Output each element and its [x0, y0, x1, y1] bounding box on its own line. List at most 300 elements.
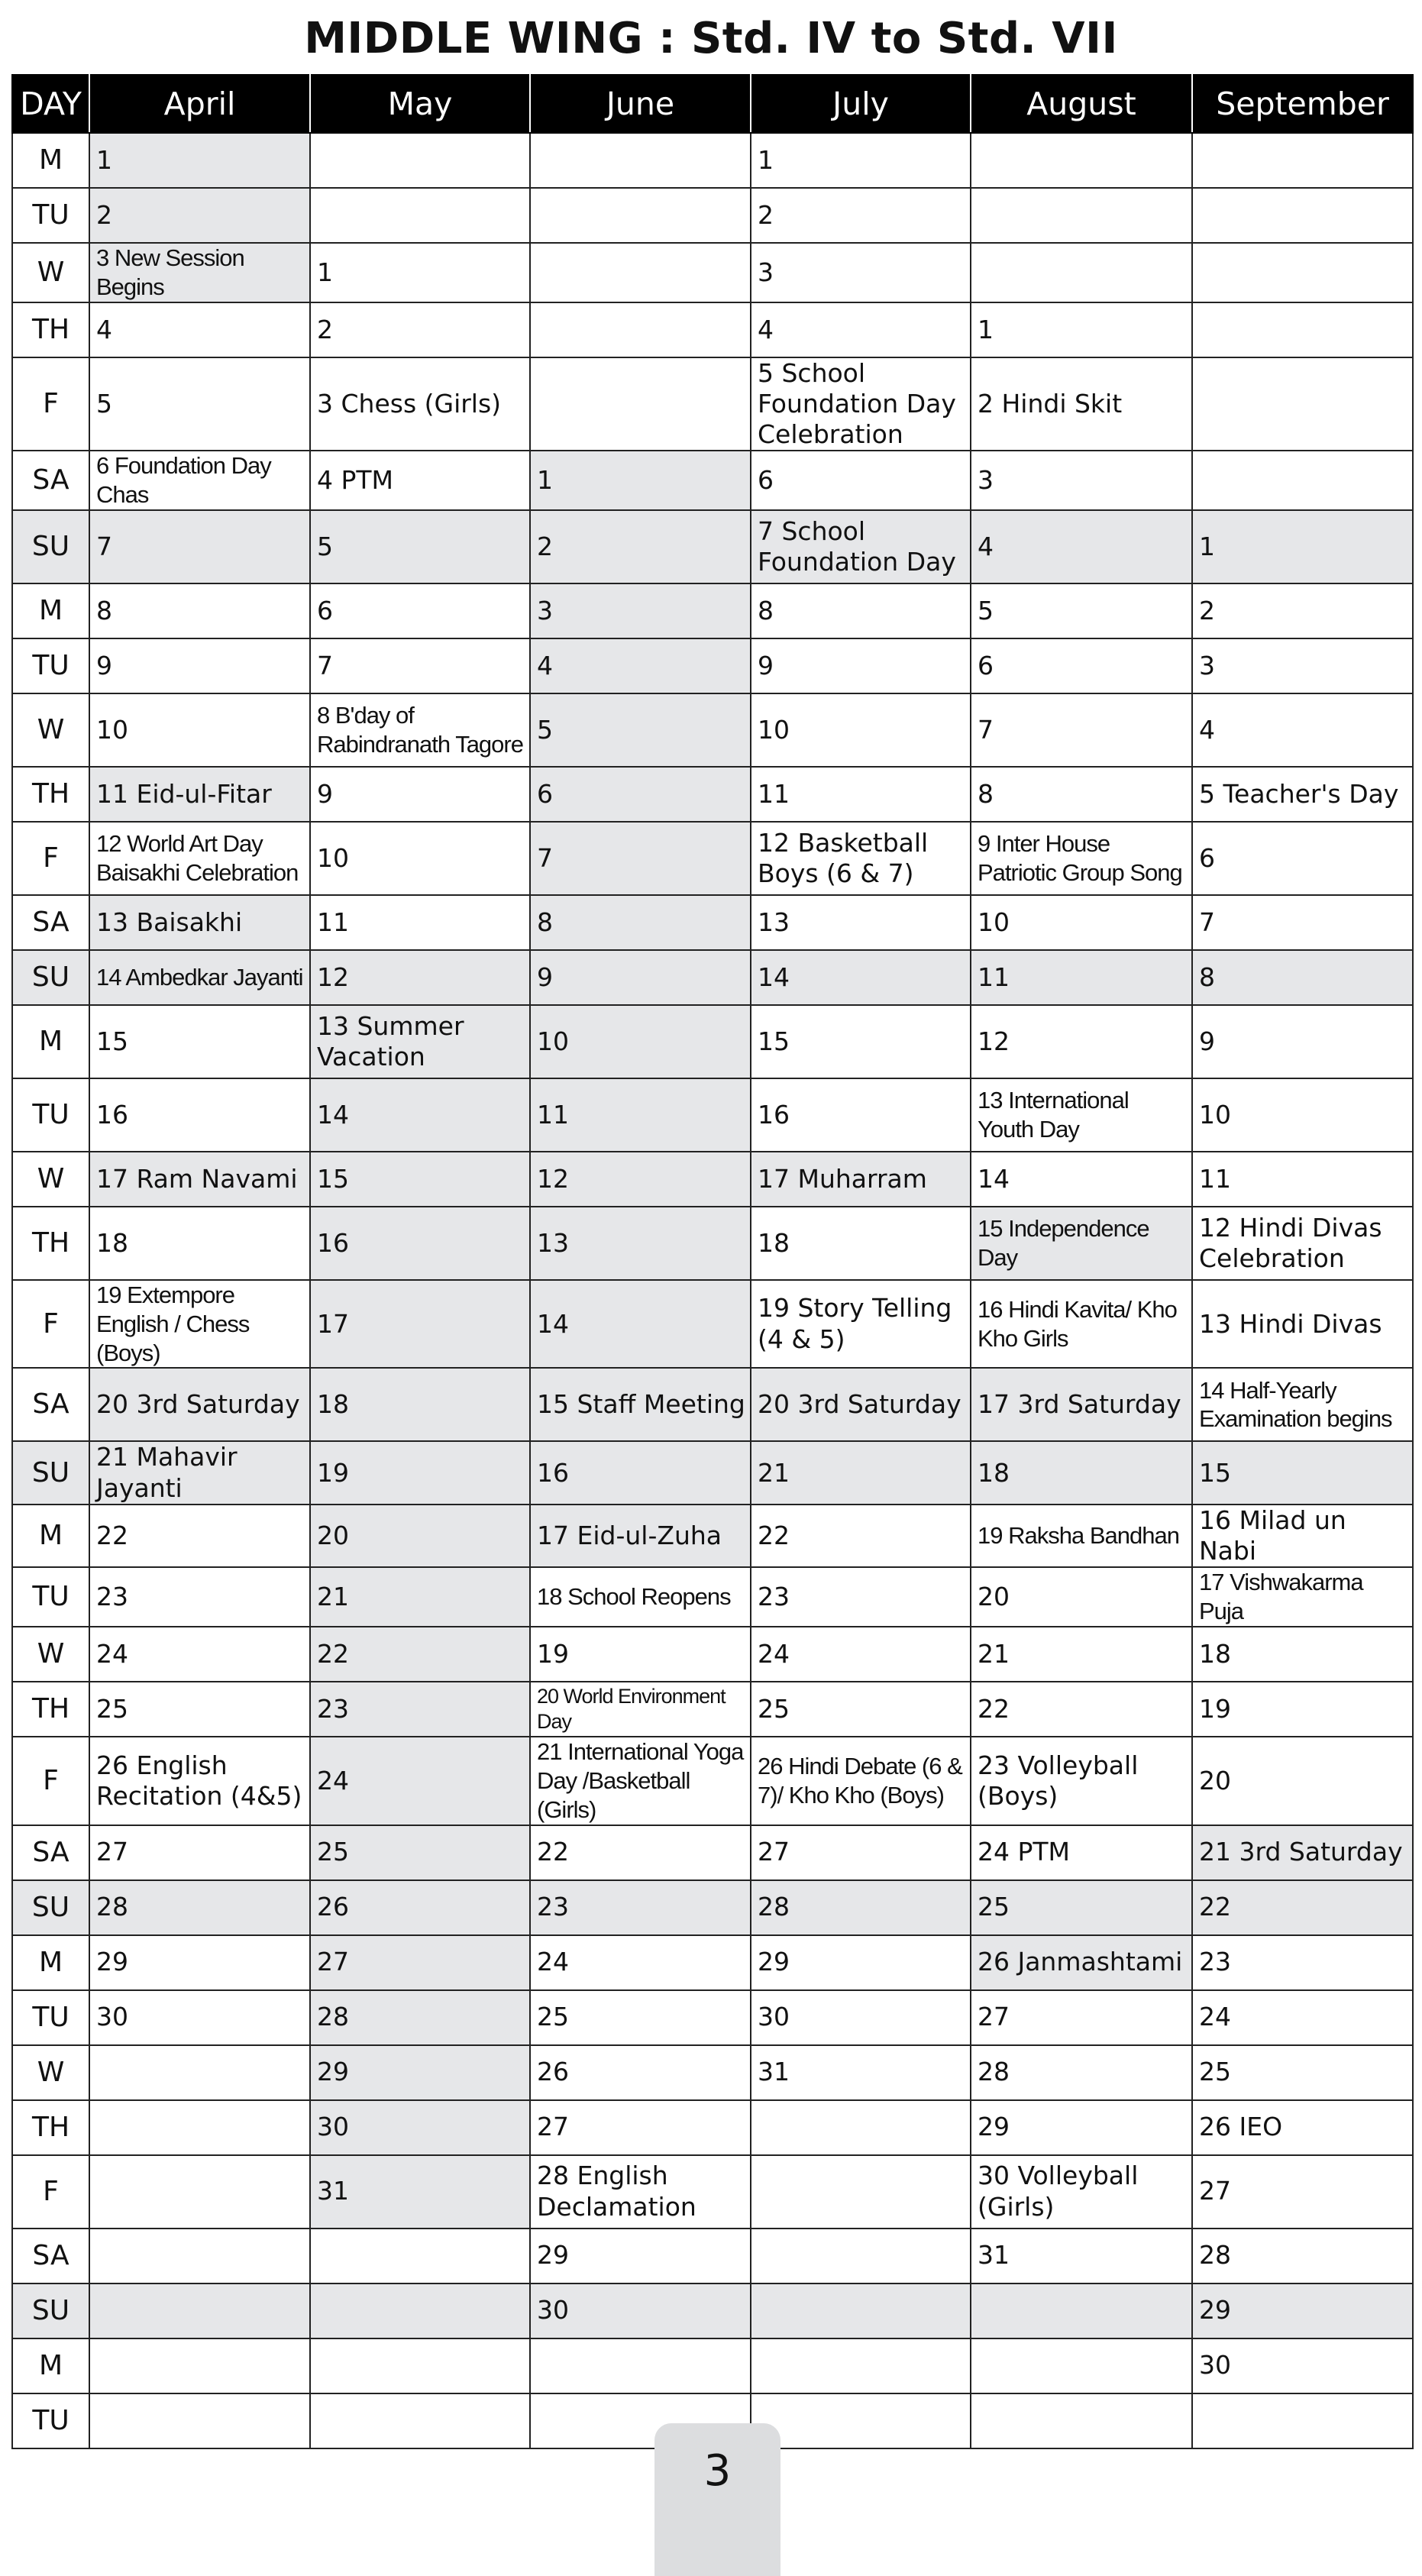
day-cell: SU	[12, 510, 89, 583]
date-cell-may	[310, 2229, 530, 2283]
day-cell: TU	[12, 1990, 89, 2045]
date-cell-september: 22	[1192, 1880, 1413, 1935]
date-cell-june: 11	[530, 1078, 751, 1152]
date-cell-july: 31	[751, 2045, 971, 2100]
date-cell-august: 22	[971, 1682, 1192, 1737]
date-cell-april: 15	[89, 1005, 310, 1078]
date-cell-july: 30	[751, 1990, 971, 2045]
date-cell-september: 10	[1192, 1078, 1413, 1152]
table-row	[12, 1441, 1413, 1505]
date-cell-september: 13 Hindi Divas	[1192, 1280, 1413, 1368]
day-cell: M	[12, 583, 89, 638]
date-cell-june: 13	[530, 1207, 751, 1280]
date-cell-may: 8 B'day of Rabindranath Tagore	[310, 693, 530, 767]
date-cell-august	[971, 2283, 1192, 2338]
date-cell-july: 23	[751, 1567, 971, 1627]
date-cell-april: 16	[89, 1078, 310, 1152]
table-row	[12, 1627, 1413, 1682]
date-cell-august: 7	[971, 693, 1192, 767]
date-cell-july: 2	[751, 188, 971, 243]
date-cell-august: 26 Janmashtami	[971, 1935, 1192, 1990]
date-cell-april: 30	[89, 1990, 310, 2045]
date-cell-may: 25	[310, 1825, 530, 1880]
date-cell-july	[751, 2155, 971, 2229]
table-row	[12, 767, 1413, 822]
day-cell: W	[12, 243, 89, 302]
date-cell-july	[751, 2283, 971, 2338]
date-cell-april: 27	[89, 1825, 310, 1880]
date-cell-august	[971, 133, 1192, 188]
date-cell-may: 15	[310, 1152, 530, 1207]
date-cell-august: 27	[971, 1990, 1192, 2045]
date-cell-may: 10	[310, 822, 530, 895]
date-cell-may	[310, 2393, 530, 2448]
date-cell-august: 19 Raksha Bandhan	[971, 1505, 1192, 1568]
date-cell-july: 16	[751, 1078, 971, 1152]
date-cell-may: 7	[310, 638, 530, 693]
date-cell-september: 30	[1192, 2338, 1413, 2393]
date-cell-april: 13 Baisakhi	[89, 895, 310, 950]
day-cell: TU	[12, 1078, 89, 1152]
date-cell-june: 25	[530, 1990, 751, 2045]
table-row	[12, 1078, 1413, 1152]
date-cell-june: 9	[530, 950, 751, 1005]
date-cell-september: 26 IEO	[1192, 2100, 1413, 2155]
date-cell-june	[530, 188, 751, 243]
date-cell-june: 14	[530, 1280, 751, 1368]
date-cell-may: 3 Chess (Girls)	[310, 357, 530, 451]
date-cell-may	[310, 188, 530, 243]
date-cell-september: 23	[1192, 1935, 1413, 1990]
day-cell: SU	[12, 950, 89, 1005]
column-header-april: April	[89, 75, 310, 133]
date-cell-august: 11	[971, 950, 1192, 1005]
date-cell-august	[971, 188, 1192, 243]
date-cell-may: 13 Summer Vacation	[310, 1005, 530, 1078]
date-cell-september: 14 Half-Yearly Examination begins	[1192, 1368, 1413, 1441]
date-cell-august: 20	[971, 1567, 1192, 1627]
date-cell-june	[530, 2338, 751, 2393]
date-cell-may: 20	[310, 1505, 530, 1568]
table-row	[12, 1005, 1413, 1078]
table-row	[12, 895, 1413, 950]
date-cell-june: 22	[530, 1825, 751, 1880]
date-cell-april	[89, 2393, 310, 2448]
table-row	[12, 693, 1413, 767]
date-cell-september: 2	[1192, 583, 1413, 638]
date-cell-may: 12	[310, 950, 530, 1005]
date-cell-september: 8	[1192, 950, 1413, 1005]
date-cell-june	[530, 133, 751, 188]
date-cell-july	[751, 2338, 971, 2393]
date-cell-august	[971, 2393, 1192, 2448]
table-row	[12, 2338, 1413, 2393]
date-cell-april: 19 Extempore English / Chess (Boys)	[89, 1280, 310, 1368]
date-cell-september: 6	[1192, 822, 1413, 895]
date-cell-april	[89, 2045, 310, 2100]
date-cell-june	[530, 302, 751, 357]
date-cell-april: 14 Ambedkar Jayanti	[89, 950, 310, 1005]
table-row	[12, 2045, 1413, 2100]
date-cell-june: 1	[530, 451, 751, 510]
table-row	[12, 822, 1413, 895]
date-cell-april: 29	[89, 1935, 310, 1990]
date-cell-august: 3	[971, 451, 1192, 510]
day-cell: F	[12, 1280, 89, 1368]
table-row	[12, 133, 1413, 188]
date-cell-september: 16 Milad un Nabi	[1192, 1505, 1413, 1568]
date-cell-may	[310, 2338, 530, 2393]
date-cell-august: 2 Hindi Skit	[971, 357, 1192, 451]
date-cell-july: 24	[751, 1627, 971, 1682]
date-cell-july: 19 Story Telling (4 & 5)	[751, 1280, 971, 1368]
day-cell: TU	[12, 188, 89, 243]
date-cell-august	[971, 243, 1192, 302]
date-cell-june	[530, 357, 751, 451]
day-cell: SA	[12, 1368, 89, 1441]
date-cell-june: 21 International Yoga Day /Basketball (Girls)	[530, 1737, 751, 1825]
date-cell-june: 3	[530, 583, 751, 638]
date-cell-september: 20	[1192, 1737, 1413, 1825]
date-cell-may: 16	[310, 1207, 530, 1280]
calendar-table	[11, 74, 1414, 2449]
date-cell-june: 7	[530, 822, 751, 895]
day-cell: TU	[12, 638, 89, 693]
date-cell-april: 20 3rd Saturday	[89, 1368, 310, 1441]
table-row	[12, 583, 1413, 638]
day-cell: M	[12, 1935, 89, 1990]
date-cell-july: 7 School Foundation Day	[751, 510, 971, 583]
date-cell-april: 3 New Session Begins	[89, 243, 310, 302]
date-cell-august	[971, 2338, 1192, 2393]
date-cell-september: 15	[1192, 1441, 1413, 1505]
date-cell-may: 6	[310, 583, 530, 638]
date-cell-july: 4	[751, 302, 971, 357]
date-cell-september	[1192, 451, 1413, 510]
date-cell-may	[310, 2283, 530, 2338]
day-cell: W	[12, 1152, 89, 1207]
date-cell-september	[1192, 2393, 1413, 2448]
date-cell-may: 19	[310, 1441, 530, 1505]
day-cell: TU	[12, 1567, 89, 1627]
date-cell-august: 5	[971, 583, 1192, 638]
date-cell-may: 18	[310, 1368, 530, 1441]
day-cell: TH	[12, 767, 89, 822]
date-cell-june: 26	[530, 2045, 751, 2100]
date-cell-july: 12 Basketball Boys (6 & 7)	[751, 822, 971, 895]
table-row	[12, 188, 1413, 243]
date-cell-june: 17 Eid-ul-Zuha	[530, 1505, 751, 1568]
date-cell-september	[1192, 302, 1413, 357]
date-cell-may: 23	[310, 1682, 530, 1737]
date-cell-september: 27	[1192, 2155, 1413, 2229]
date-cell-july: 17 Muharram	[751, 1152, 971, 1207]
date-cell-may: 30	[310, 2100, 530, 2155]
date-cell-april: 7	[89, 510, 310, 583]
date-cell-august: 28	[971, 2045, 1192, 2100]
date-cell-april: 21 Mahavir Jayanti	[89, 1441, 310, 1505]
date-cell-july: 15	[751, 1005, 971, 1078]
date-cell-may: 24	[310, 1737, 530, 1825]
date-cell-april: 26 English Recitation (4&5)	[89, 1737, 310, 1825]
date-cell-april: 11 Eid-ul-Fitar	[89, 767, 310, 822]
date-cell-may: 5	[310, 510, 530, 583]
date-cell-august: 14	[971, 1152, 1192, 1207]
date-cell-april: 5	[89, 357, 310, 451]
date-cell-june: 23	[530, 1880, 751, 1935]
date-cell-september	[1192, 243, 1413, 302]
table-row	[12, 2283, 1413, 2338]
date-cell-june: 18 School Reopens	[530, 1567, 751, 1627]
date-cell-august: 30 Volleyball (Girls)	[971, 2155, 1192, 2229]
table-row	[12, 2229, 1413, 2283]
table-row	[12, 1737, 1413, 1825]
table-row	[12, 1280, 1413, 1368]
date-cell-july: 21	[751, 1441, 971, 1505]
date-cell-september	[1192, 133, 1413, 188]
date-cell-september: 24	[1192, 1990, 1413, 2045]
date-cell-june: 28 English Declamation	[530, 2155, 751, 2229]
date-cell-september: 18	[1192, 1627, 1413, 1682]
date-cell-august: 6	[971, 638, 1192, 693]
date-cell-september: 28	[1192, 2229, 1413, 2283]
date-cell-september: 5 Teacher's Day	[1192, 767, 1413, 822]
day-cell: M	[12, 2338, 89, 2393]
date-cell-may: 1	[310, 243, 530, 302]
date-cell-august: 29	[971, 2100, 1192, 2155]
date-cell-september: 3	[1192, 638, 1413, 693]
table-row	[12, 1880, 1413, 1935]
day-cell: SA	[12, 895, 89, 950]
date-cell-august: 24 PTM	[971, 1825, 1192, 1880]
day-cell: F	[12, 357, 89, 451]
date-cell-september: 29	[1192, 2283, 1413, 2338]
day-cell: TU	[12, 2393, 89, 2448]
date-cell-june: 29	[530, 2229, 751, 2283]
date-cell-july: 10	[751, 693, 971, 767]
date-cell-april: 6 Foundation Day Chas	[89, 451, 310, 510]
date-cell-april: 17 Ram Navami	[89, 1152, 310, 1207]
date-cell-july: 8	[751, 583, 971, 638]
date-cell-may: 11	[310, 895, 530, 950]
date-cell-august: 13 International Youth Day	[971, 1078, 1192, 1152]
date-cell-june: 4	[530, 638, 751, 693]
date-cell-june	[530, 243, 751, 302]
date-cell-july: 26 Hindi Debate (6 & 7)/ Kho Kho (Boys)	[751, 1737, 971, 1825]
day-cell: F	[12, 1737, 89, 1825]
date-cell-july: 27	[751, 1825, 971, 1880]
table-row	[12, 510, 1413, 583]
date-cell-september: 7	[1192, 895, 1413, 950]
date-cell-april: 22	[89, 1505, 310, 1568]
column-header-day: DAY	[12, 75, 89, 133]
date-cell-april: 2	[89, 188, 310, 243]
date-cell-june: 10	[530, 1005, 751, 1078]
table-row	[12, 243, 1413, 302]
date-cell-may: 26	[310, 1880, 530, 1935]
date-cell-june: 6	[530, 767, 751, 822]
date-cell-april	[89, 2100, 310, 2155]
day-cell: SA	[12, 2229, 89, 2283]
date-cell-june: 30	[530, 2283, 751, 2338]
date-cell-april: 12 World Art Day Baisakhi Celebration	[89, 822, 310, 895]
date-cell-june: 20 World Environment Day	[530, 1682, 751, 1737]
table-row	[12, 1207, 1413, 1280]
date-cell-september: 9	[1192, 1005, 1413, 1078]
day-cell: TH	[12, 1682, 89, 1737]
date-cell-june: 19	[530, 1627, 751, 1682]
table-row	[12, 1505, 1413, 1568]
date-cell-april	[89, 2283, 310, 2338]
day-cell: TH	[12, 1207, 89, 1280]
date-cell-may: 9	[310, 767, 530, 822]
date-cell-september: 4	[1192, 693, 1413, 767]
day-cell: TH	[12, 2100, 89, 2155]
day-cell: M	[12, 133, 89, 188]
date-cell-may: 22	[310, 1627, 530, 1682]
date-cell-may: 29	[310, 2045, 530, 2100]
date-cell-april	[89, 2155, 310, 2229]
date-cell-july: 14	[751, 950, 971, 1005]
date-cell-august: 9 Inter House Patriotic Group Song	[971, 822, 1192, 895]
date-cell-june: 8	[530, 895, 751, 950]
table-row	[12, 1825, 1413, 1880]
table-row	[12, 1682, 1413, 1737]
page-number: 3	[703, 2446, 732, 2496]
date-cell-may: 31	[310, 2155, 530, 2229]
day-cell: SA	[12, 1825, 89, 1880]
date-cell-july: 20 3rd Saturday	[751, 1368, 971, 1441]
table-row	[12, 2155, 1413, 2229]
date-cell-july: 11	[751, 767, 971, 822]
date-cell-april: 8	[89, 583, 310, 638]
date-cell-april: 25	[89, 1682, 310, 1737]
column-header-may: May	[310, 75, 530, 133]
date-cell-july: 5 School Foundation Day Celebration	[751, 357, 971, 451]
date-cell-september: 25	[1192, 2045, 1413, 2100]
date-cell-may: 17	[310, 1280, 530, 1368]
date-cell-july: 29	[751, 1935, 971, 1990]
date-cell-june: 27	[530, 2100, 751, 2155]
table-row	[12, 357, 1413, 451]
date-cell-april: 23	[89, 1567, 310, 1627]
date-cell-may: 14	[310, 1078, 530, 1152]
day-cell: M	[12, 1005, 89, 1078]
date-cell-may	[310, 133, 530, 188]
date-cell-april: 1	[89, 133, 310, 188]
date-cell-july: 18	[751, 1207, 971, 1280]
table-row	[12, 950, 1413, 1005]
date-cell-july: 22	[751, 1505, 971, 1568]
date-cell-august: 15 Independence Day	[971, 1207, 1192, 1280]
date-cell-august: 18	[971, 1441, 1192, 1505]
date-cell-august: 4	[971, 510, 1192, 583]
page-title: MIDDLE WING : Std. IV to Std. VII	[304, 14, 1118, 63]
date-cell-july: 28	[751, 1880, 971, 1935]
date-cell-april: 28	[89, 1880, 310, 1935]
table-row	[12, 1990, 1413, 2045]
date-cell-june: 2	[530, 510, 751, 583]
date-cell-august: 31	[971, 2229, 1192, 2283]
date-cell-august: 12	[971, 1005, 1192, 1078]
date-cell-may: 4 PTM	[310, 451, 530, 510]
date-cell-july	[751, 2229, 971, 2283]
date-cell-august: 10	[971, 895, 1192, 950]
date-cell-july	[751, 2100, 971, 2155]
date-cell-august: 8	[971, 767, 1192, 822]
date-cell-may: 21	[310, 1567, 530, 1627]
table-row	[12, 451, 1413, 510]
page-number-tab	[654, 2423, 780, 2576]
day-cell: W	[12, 693, 89, 767]
date-cell-june: 12	[530, 1152, 751, 1207]
table-row	[12, 1368, 1413, 1441]
table-row	[12, 1567, 1413, 1627]
column-header-september: September	[1192, 75, 1413, 133]
date-cell-september	[1192, 188, 1413, 243]
date-cell-july: 25	[751, 1682, 971, 1737]
date-cell-august: 1	[971, 302, 1192, 357]
date-cell-april: 10	[89, 693, 310, 767]
table-row	[12, 302, 1413, 357]
day-cell: SU	[12, 1441, 89, 1505]
date-cell-august: 21	[971, 1627, 1192, 1682]
date-cell-july: 9	[751, 638, 971, 693]
table-row	[12, 2100, 1413, 2155]
date-cell-september	[1192, 357, 1413, 451]
column-header-june: June	[530, 75, 751, 133]
date-cell-june: 24	[530, 1935, 751, 1990]
date-cell-april: 18	[89, 1207, 310, 1280]
date-cell-april	[89, 2338, 310, 2393]
date-cell-may: 27	[310, 1935, 530, 1990]
date-cell-june: 5	[530, 693, 751, 767]
date-cell-june: 16	[530, 1441, 751, 1505]
date-cell-august: 25	[971, 1880, 1192, 1935]
day-cell: SU	[12, 1880, 89, 1935]
day-cell: W	[12, 1627, 89, 1682]
date-cell-may: 28	[310, 1990, 530, 2045]
day-cell: W	[12, 2045, 89, 2100]
date-cell-august: 16 Hindi Kavita/ Kho Kho Girls	[971, 1280, 1192, 1368]
column-header-august: August	[971, 75, 1192, 133]
date-cell-july: 13	[751, 895, 971, 950]
table-row	[12, 1935, 1413, 1990]
day-cell: TH	[12, 302, 89, 357]
date-cell-september: 21 3rd Saturday	[1192, 1825, 1413, 1880]
date-cell-april: 24	[89, 1627, 310, 1682]
date-cell-september: 17 Vishwakarma Puja	[1192, 1567, 1413, 1627]
date-cell-april	[89, 2229, 310, 2283]
day-cell: F	[12, 2155, 89, 2229]
date-cell-september: 12 Hindi Divas Celebration	[1192, 1207, 1413, 1280]
day-cell: SU	[12, 2283, 89, 2338]
day-cell: M	[12, 1505, 89, 1568]
header-row	[12, 75, 1413, 133]
day-cell: SA	[12, 451, 89, 510]
date-cell-july: 1	[751, 133, 971, 188]
date-cell-may: 2	[310, 302, 530, 357]
date-cell-september: 19	[1192, 1682, 1413, 1737]
date-cell-april: 9	[89, 638, 310, 693]
day-cell: F	[12, 822, 89, 895]
date-cell-september: 11	[1192, 1152, 1413, 1207]
table-row	[12, 638, 1413, 693]
date-cell-july	[751, 2393, 971, 2448]
date-cell-july: 6	[751, 451, 971, 510]
column-header-july: July	[751, 75, 971, 133]
date-cell-september: 1	[1192, 510, 1413, 583]
